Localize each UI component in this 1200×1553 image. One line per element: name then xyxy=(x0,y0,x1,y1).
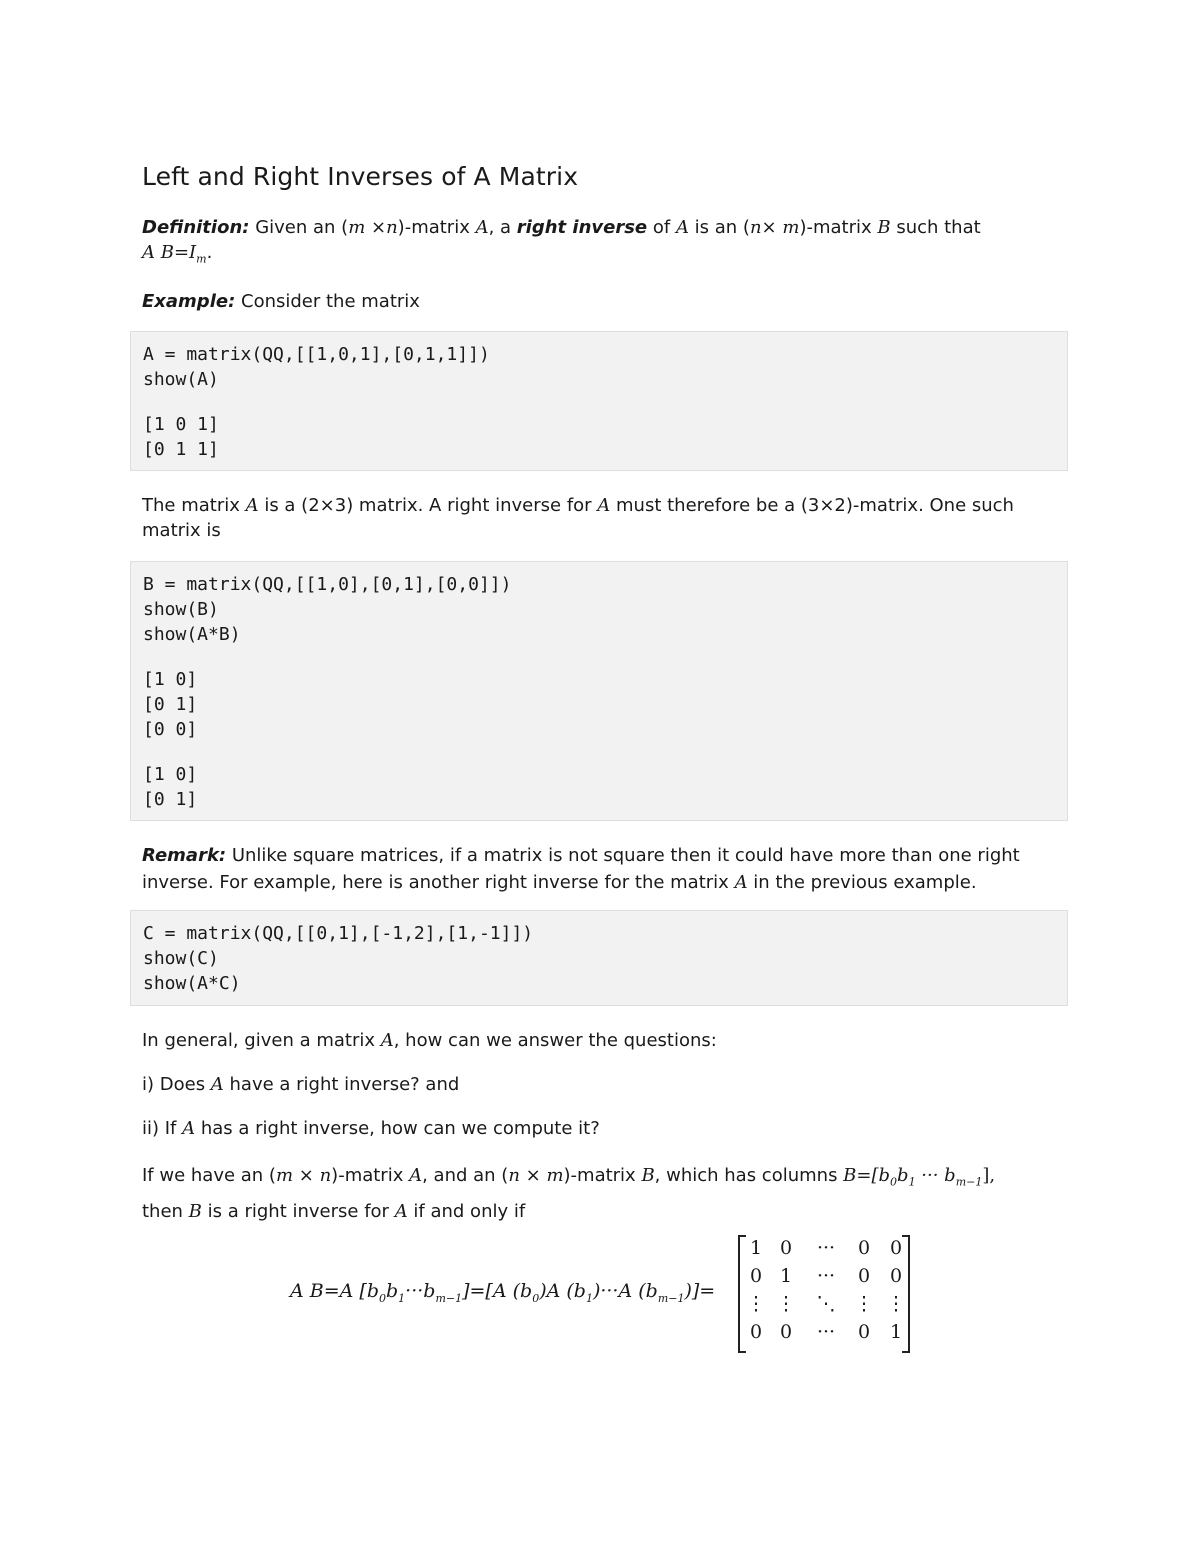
matrix-cell: 0 xyxy=(749,1265,763,1287)
text: × xyxy=(293,1165,320,1186)
math-B: B xyxy=(188,1200,202,1222)
text: , and an ( xyxy=(422,1165,509,1186)
text: )-matrix xyxy=(331,1165,410,1186)
remark-paragraph xyxy=(142,842,1072,896)
paragraph-3 xyxy=(142,1161,1072,1226)
code-line: show(C) xyxy=(143,948,219,969)
math-text: )]= xyxy=(684,1280,716,1302)
math-B: B xyxy=(641,1165,655,1186)
display-equation xyxy=(290,1235,930,1355)
code-line: show(B) xyxy=(143,599,219,620)
text: × xyxy=(761,217,783,238)
math-equation: b xyxy=(897,1165,909,1186)
matrix-cell: ··· xyxy=(816,1265,836,1287)
math-A: A xyxy=(475,217,489,238)
math-equation: A B=I xyxy=(142,242,197,263)
equation-lhs xyxy=(290,1280,715,1305)
matrix-cell: 0 xyxy=(889,1237,903,1259)
math-text: ···b xyxy=(405,1280,436,1302)
matrix-cell: 1 xyxy=(779,1265,793,1287)
math-text: )A (b xyxy=(539,1280,586,1302)
text: )-matrix xyxy=(799,217,878,238)
text: Unlike square matrices, if a matrix is not square then it could have more than one right xyxy=(226,845,1020,866)
text: is a right inverse for xyxy=(201,1200,395,1222)
math-m: m xyxy=(348,217,366,238)
math-equation: ··· b xyxy=(915,1165,956,1186)
term-right-inverse: right inverse xyxy=(516,217,648,238)
text: of xyxy=(647,217,676,238)
math-subscript: m−1 xyxy=(435,1291,463,1305)
output-line: [0 1] xyxy=(143,789,198,810)
math-A: A xyxy=(245,495,259,516)
text: )-matrix xyxy=(563,1165,642,1186)
text: )-matrix xyxy=(397,217,476,238)
text: , a xyxy=(488,217,517,238)
matrix-cell: 0 xyxy=(857,1237,871,1259)
matrix-cell: 1 xyxy=(749,1237,763,1259)
matrix-cell: 0 xyxy=(779,1237,793,1259)
math-equation: ], xyxy=(982,1165,996,1186)
math-A: A xyxy=(409,1165,423,1186)
code-line: B = matrix(QQ,[[1,0],[0,1],[0,0]]) xyxy=(143,574,512,595)
output-line: [0 0] xyxy=(143,719,198,740)
text: Consider the matrix xyxy=(235,291,420,312)
text: The matrix xyxy=(142,495,246,516)
math-subscript: 1 xyxy=(398,1291,406,1305)
remark-label: Remark: xyxy=(142,845,227,866)
math-subscript: 1 xyxy=(908,1175,916,1189)
math-text: )···A (b xyxy=(592,1280,658,1302)
text: matrix is xyxy=(142,520,221,541)
code-line: show(A*B) xyxy=(143,624,241,645)
math-text: A B=A [b xyxy=(290,1280,379,1302)
math-subscript: 1 xyxy=(585,1291,593,1305)
text: have a right inverse? and xyxy=(223,1074,460,1095)
math-subscript: m−1 xyxy=(657,1291,685,1305)
code-line: show(A) xyxy=(143,369,219,390)
math-A: A xyxy=(380,1030,394,1051)
matrix-cell: 1 xyxy=(889,1321,903,1343)
text: such that xyxy=(890,217,981,238)
text: i) Does xyxy=(142,1074,211,1095)
math-A: A xyxy=(394,1200,408,1222)
math-n: n xyxy=(749,217,762,238)
math-m: m xyxy=(782,217,800,238)
math-n: n xyxy=(508,1165,520,1186)
math-A: A xyxy=(734,872,748,893)
definition-paragraph xyxy=(142,215,1072,272)
math-m: m xyxy=(275,1165,294,1186)
text: Given an ( xyxy=(249,217,349,238)
text: , how can we answer the questions: xyxy=(393,1030,717,1051)
code-cell-3[interactable] xyxy=(130,910,1068,1006)
math-A: A xyxy=(182,1118,196,1139)
math-n: n xyxy=(386,217,398,238)
text: × xyxy=(519,1165,547,1186)
math-subscript: 0 xyxy=(890,1175,898,1189)
text: has a right inverse, how can we compute it? xyxy=(195,1118,600,1139)
output-line: [0 1 1] xyxy=(143,439,219,460)
question-2 xyxy=(142,1116,600,1141)
math-n: n xyxy=(319,1165,332,1186)
text: ii) If xyxy=(142,1118,183,1139)
text: . xyxy=(206,242,213,263)
question-1 xyxy=(142,1072,459,1097)
matrix-cell: ··· xyxy=(816,1237,836,1259)
math-subscript: m xyxy=(196,252,207,266)
output-line: [0 1] xyxy=(143,694,198,715)
math-subscript: m−1 xyxy=(955,1175,983,1189)
matrix-cell: 0 xyxy=(749,1321,763,1343)
questions-intro xyxy=(142,1028,717,1053)
example-paragraph xyxy=(142,289,420,314)
text: In general, given a matrix xyxy=(142,1030,381,1051)
matrix-cell: ··· xyxy=(816,1321,836,1343)
page-title: Left and Right Inverses of A Matrix xyxy=(142,162,579,191)
code-cell-2[interactable] xyxy=(130,561,1068,821)
math-subscript: 0 xyxy=(532,1291,540,1305)
paragraph-2 xyxy=(142,493,1072,543)
math-m: m xyxy=(546,1165,564,1186)
math-equation: B=[b xyxy=(843,1165,891,1186)
math-A: A xyxy=(597,495,611,516)
matrix-cell: ⋮ xyxy=(886,1293,906,1315)
definition-label: Definition: xyxy=(142,217,250,238)
example-label: Example: xyxy=(142,291,236,312)
math-B: B xyxy=(877,217,891,238)
text: is an ( xyxy=(688,217,750,238)
math-A: A xyxy=(675,217,689,238)
matrix-cell: ⋮ xyxy=(746,1293,766,1315)
matrix-cell: 0 xyxy=(857,1265,871,1287)
output-line: [1 0] xyxy=(143,764,198,785)
matrix-cell: 0 xyxy=(889,1265,903,1287)
code-cell-1[interactable] xyxy=(130,331,1068,471)
text: , which has columns xyxy=(654,1165,844,1186)
output-line: [1 0] xyxy=(143,669,198,690)
text: then xyxy=(142,1200,189,1222)
math-subscript: 0 xyxy=(378,1291,386,1305)
matrix-cell: 0 xyxy=(779,1321,793,1343)
code-line: A = matrix(QQ,[[1,0,1],[0,1,1]]) xyxy=(143,344,490,365)
text: × xyxy=(365,217,387,238)
text: must therefore be a (3×2)-matrix. One such xyxy=(610,495,1014,516)
text: if and only if xyxy=(407,1200,526,1222)
code-line: show(A*C) xyxy=(143,973,241,994)
text: If we have an ( xyxy=(142,1165,276,1186)
math-A: A xyxy=(210,1074,224,1095)
text: inverse. For example, here is another right inverse for the matrix xyxy=(142,872,735,893)
math-text: ]=[A (b xyxy=(462,1280,533,1302)
matrix-cell: ⋱ xyxy=(816,1293,836,1315)
text: is a (2×3) matrix. A right inverse for xyxy=(258,495,598,516)
matrix-cell: ⋮ xyxy=(776,1293,796,1315)
text: in the previous example. xyxy=(747,872,977,893)
matrix-cell: 0 xyxy=(857,1321,871,1343)
matrix-cell: ⋮ xyxy=(854,1293,874,1315)
code-line: C = matrix(QQ,[[0,1],[-1,2],[1,-1]]) xyxy=(143,923,534,944)
output-line: [1 0 1] xyxy=(143,414,219,435)
math-text: b xyxy=(385,1280,399,1302)
